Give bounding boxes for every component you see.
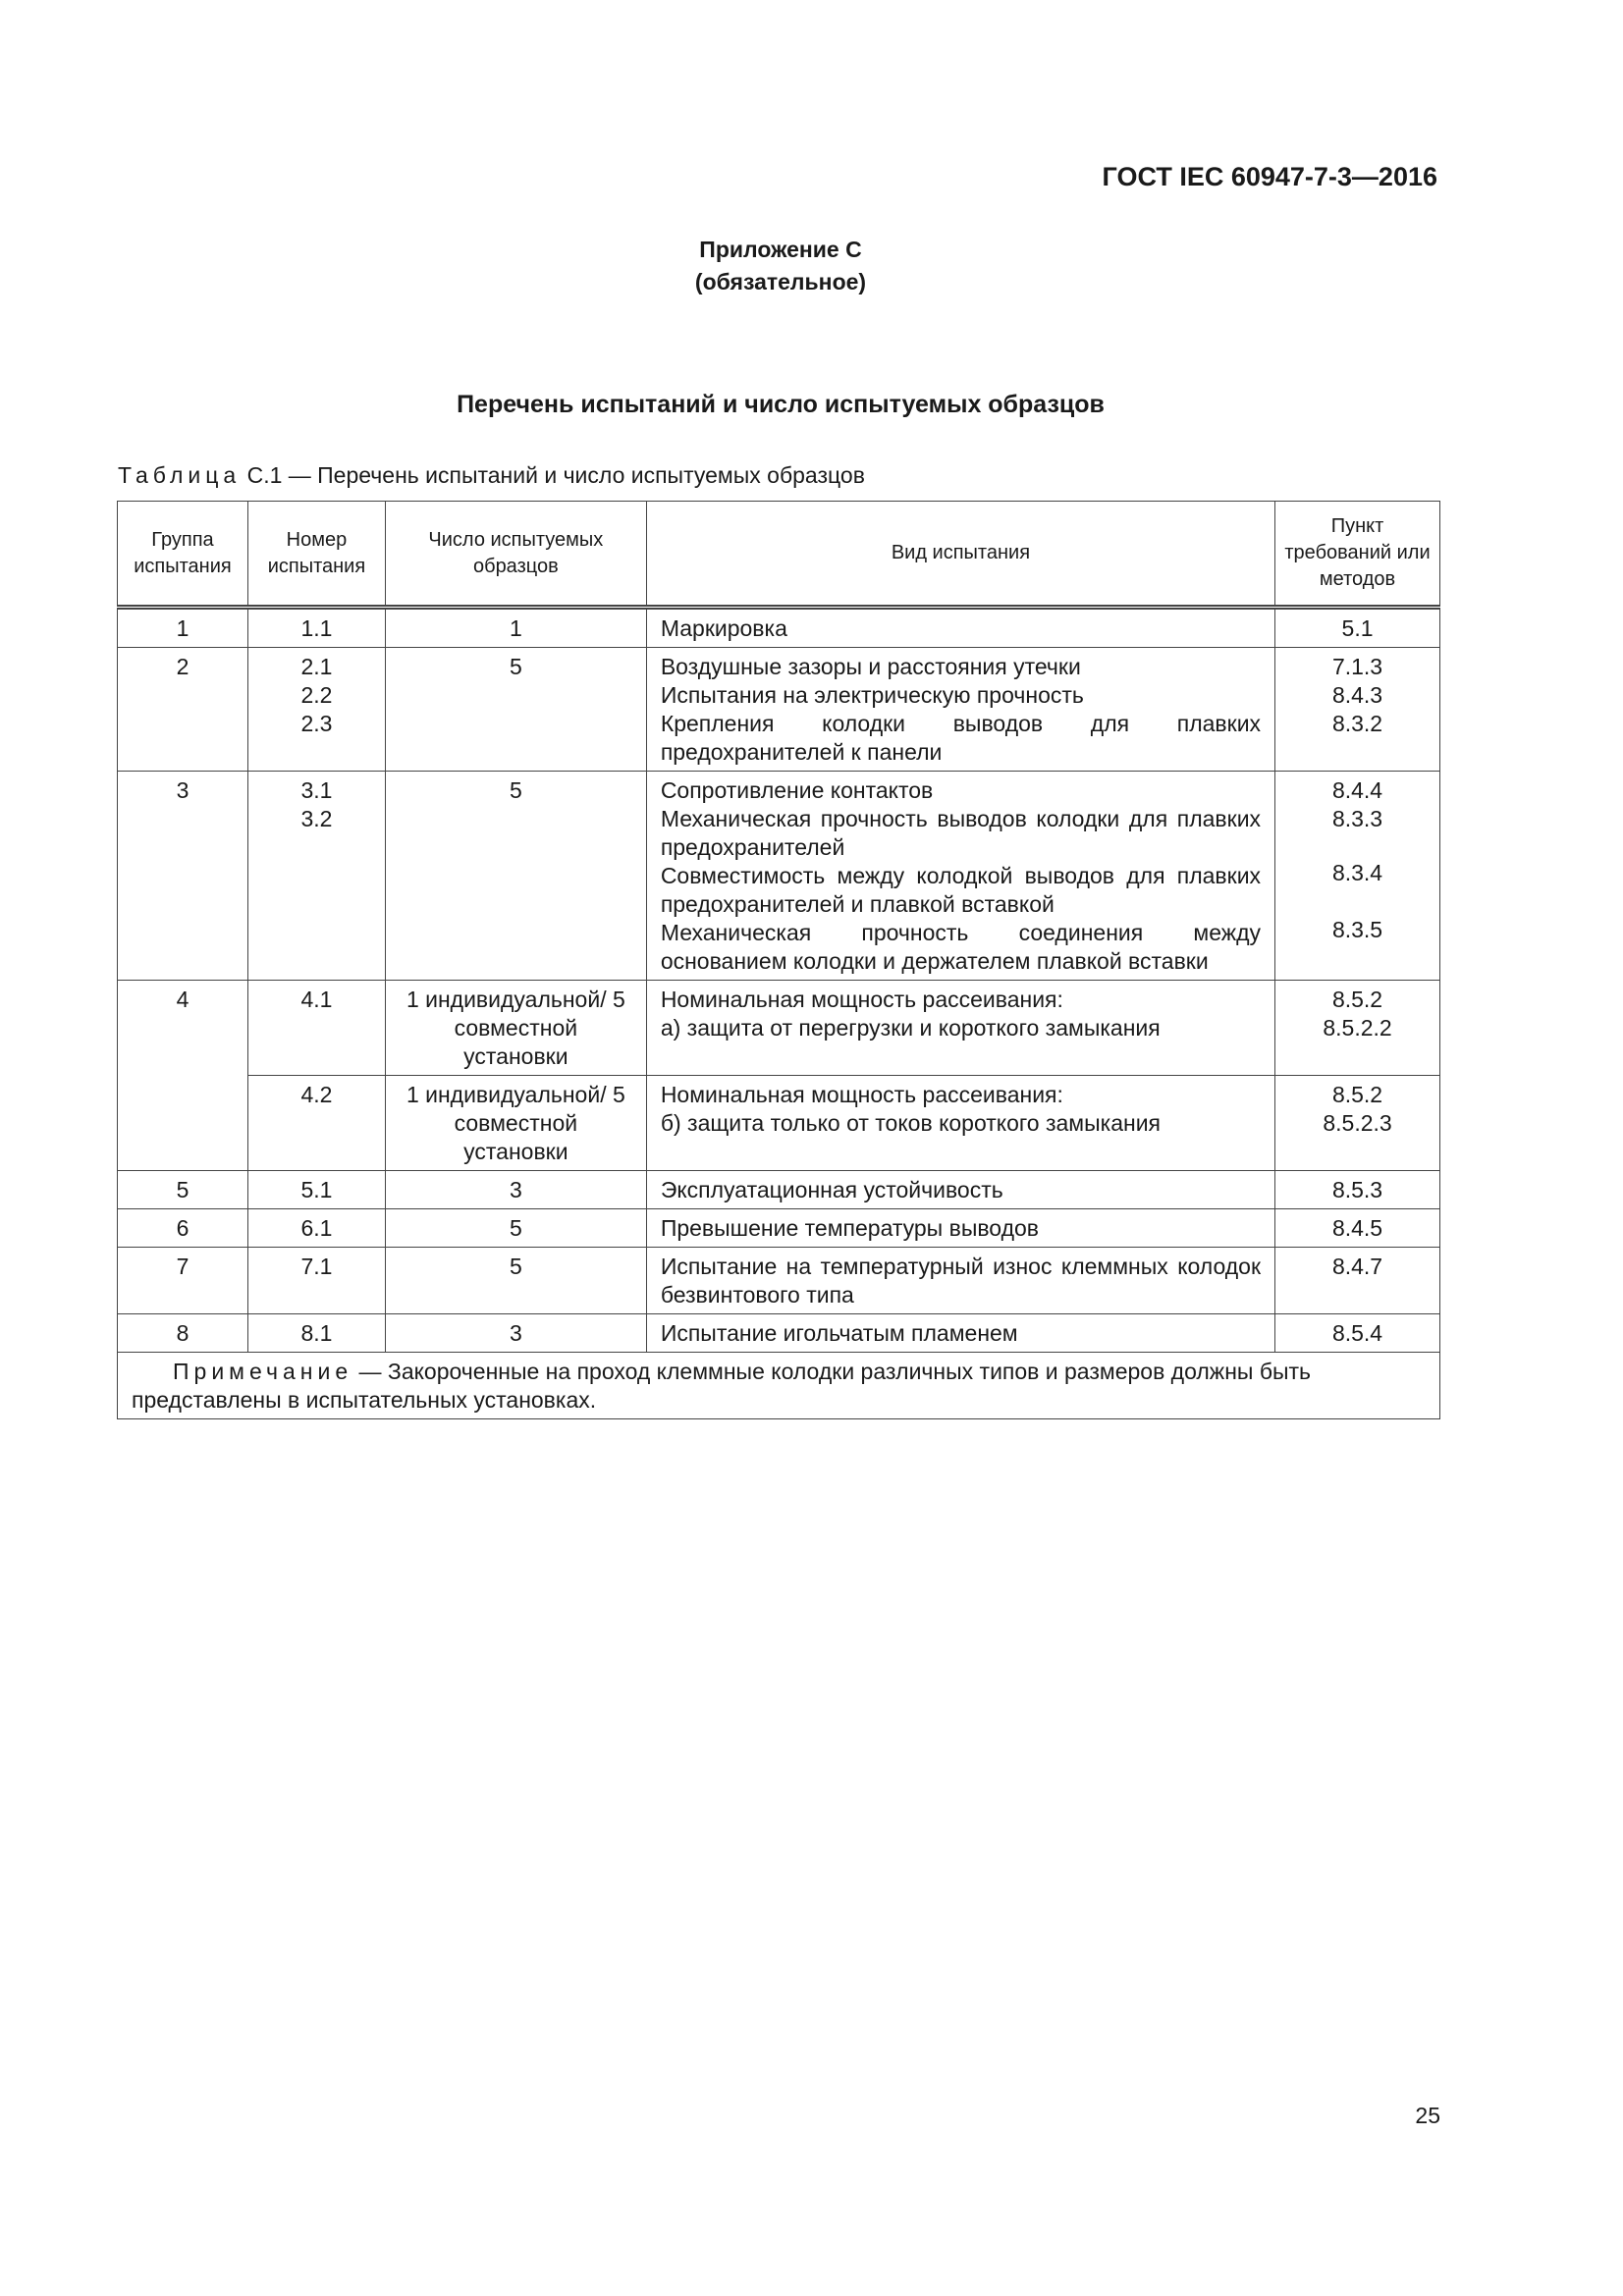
table-row <box>118 981 1440 1076</box>
cell-clause: 8.4.7 <box>1275 1248 1440 1314</box>
cell-number: 4.1 <box>247 981 385 1076</box>
cell-group: 6 <box>118 1209 248 1248</box>
table-row <box>118 1248 1440 1314</box>
cell-number: 3.1 3.2 <box>247 772 385 981</box>
cell-group: 3 <box>118 772 248 981</box>
cell-clause: 7.1.3 8.4.3 8.3.2 <box>1275 648 1440 772</box>
page-number: 25 <box>1415 2103 1440 2128</box>
cell-test: Испытание игольчатым пламенем <box>646 1314 1274 1353</box>
cell-test: Воздушные зазоры и расстояния утечки Испытания на электрическую прочность Крепления колодки выводов для плавких предохранителей к панели <box>646 648 1274 772</box>
cell-test: Маркировка <box>646 608 1274 648</box>
cell-number: 4.2 <box>247 1076 385 1171</box>
table-row <box>118 608 1440 648</box>
cell-number: 8.1 <box>247 1314 385 1353</box>
table-caption-label: Таблица <box>118 462 242 488</box>
cell-group: 7 <box>118 1248 248 1314</box>
cell-test: Номинальная мощность рассеивания: а) защита от перегрузки и короткого замыкания <box>646 981 1274 1076</box>
annex-status: (обязательное) <box>694 269 867 295</box>
note-text: — Закороченные на проход клеммные колодки различных типов и размеров должны быть представлены в испытательных установках. <box>132 1359 1312 1413</box>
document-header-standard: ГОСТ IEC 60947-7-3—2016 <box>1102 162 1437 191</box>
cell-number: 7.1 <box>247 1248 385 1314</box>
table-row <box>118 1314 1440 1353</box>
cell-clause: 8.5.3 <box>1275 1171 1440 1209</box>
cell-samples: 1 <box>385 608 646 648</box>
cell-samples: 5 <box>385 772 646 981</box>
header-clause: Пункт требований или методов <box>1275 502 1440 608</box>
table-note <box>118 1353 1440 1419</box>
note-label: Примечание <box>173 1359 353 1384</box>
cell-clause: 8.5.2 8.5.2.3 <box>1275 1076 1440 1171</box>
table-row <box>118 1076 1440 1171</box>
cell-group: 1 <box>118 608 248 648</box>
table-row <box>118 1171 1440 1209</box>
cell-samples: 3 <box>385 1314 646 1353</box>
table-caption <box>118 462 865 489</box>
table-note-row <box>118 1353 1440 1419</box>
tests-table <box>117 501 1440 1419</box>
header-samples: Число испытуемых образцов <box>385 502 646 608</box>
cell-clause: 8.4.4 8.3.3 8.3.4 8.3.5 <box>1275 772 1440 981</box>
cell-samples: 5 <box>385 648 646 772</box>
table-caption-text: С.1 — Перечень испытаний и число испытуемых образцов <box>246 462 865 488</box>
cell-clause: 5.1 <box>1275 608 1440 648</box>
cell-test: Превышение температуры выводов <box>646 1209 1274 1248</box>
cell-clause: 8.4.5 <box>1275 1209 1440 1248</box>
cell-test: Номинальная мощность рассеивания: б) защита только от токов короткого замыкания <box>646 1076 1274 1171</box>
table-header-row <box>118 502 1440 608</box>
cell-test: Сопротивление контактов Механическая прочность выводов колодки для плавких предохранителей Совместимость между колодкой выводов для плавких предохранителей и плавкой вставкой Механическая прочность соединения между основанием колодки и держателем плавкой вставки <box>646 772 1274 981</box>
cell-clause: 8.5.2 8.5.2.2 <box>1275 981 1440 1076</box>
cell-samples: 5 <box>385 1248 646 1314</box>
cell-samples: 5 <box>385 1209 646 1248</box>
cell-samples: 1 индивидуальной/ 5 совместной установки <box>385 1076 646 1171</box>
cell-number: 6.1 <box>247 1209 385 1248</box>
cell-samples: 1 индивидуальной/ 5 совместной установки <box>385 981 646 1076</box>
cell-group: 2 <box>118 648 248 772</box>
header-number: Номер испытания <box>247 502 385 608</box>
header-type: Вид испытания <box>646 502 1274 608</box>
cell-test: Испытание на температурный износ клеммных колодок безвинтового типа <box>646 1248 1274 1314</box>
table-row <box>118 1209 1440 1248</box>
cell-test: Эксплуатационная устойчивость <box>646 1171 1274 1209</box>
cell-group: 8 <box>118 1314 248 1353</box>
header-group: Группа испытания <box>118 502 248 608</box>
cell-number: 1.1 <box>247 608 385 648</box>
cell-group: 5 <box>118 1171 248 1209</box>
section-title: Перечень испытаний и число испытуемых образцов <box>457 391 1105 418</box>
table-row <box>118 648 1440 772</box>
annex-title: Приложение С <box>699 237 862 262</box>
table-row <box>118 772 1440 981</box>
cell-number: 2.1 2.2 2.3 <box>247 648 385 772</box>
cell-samples: 3 <box>385 1171 646 1209</box>
annex-heading <box>0 234 1561 299</box>
cell-group: 4 <box>118 981 248 1171</box>
cell-clause: 8.5.4 <box>1275 1314 1440 1353</box>
cell-number: 5.1 <box>247 1171 385 1209</box>
